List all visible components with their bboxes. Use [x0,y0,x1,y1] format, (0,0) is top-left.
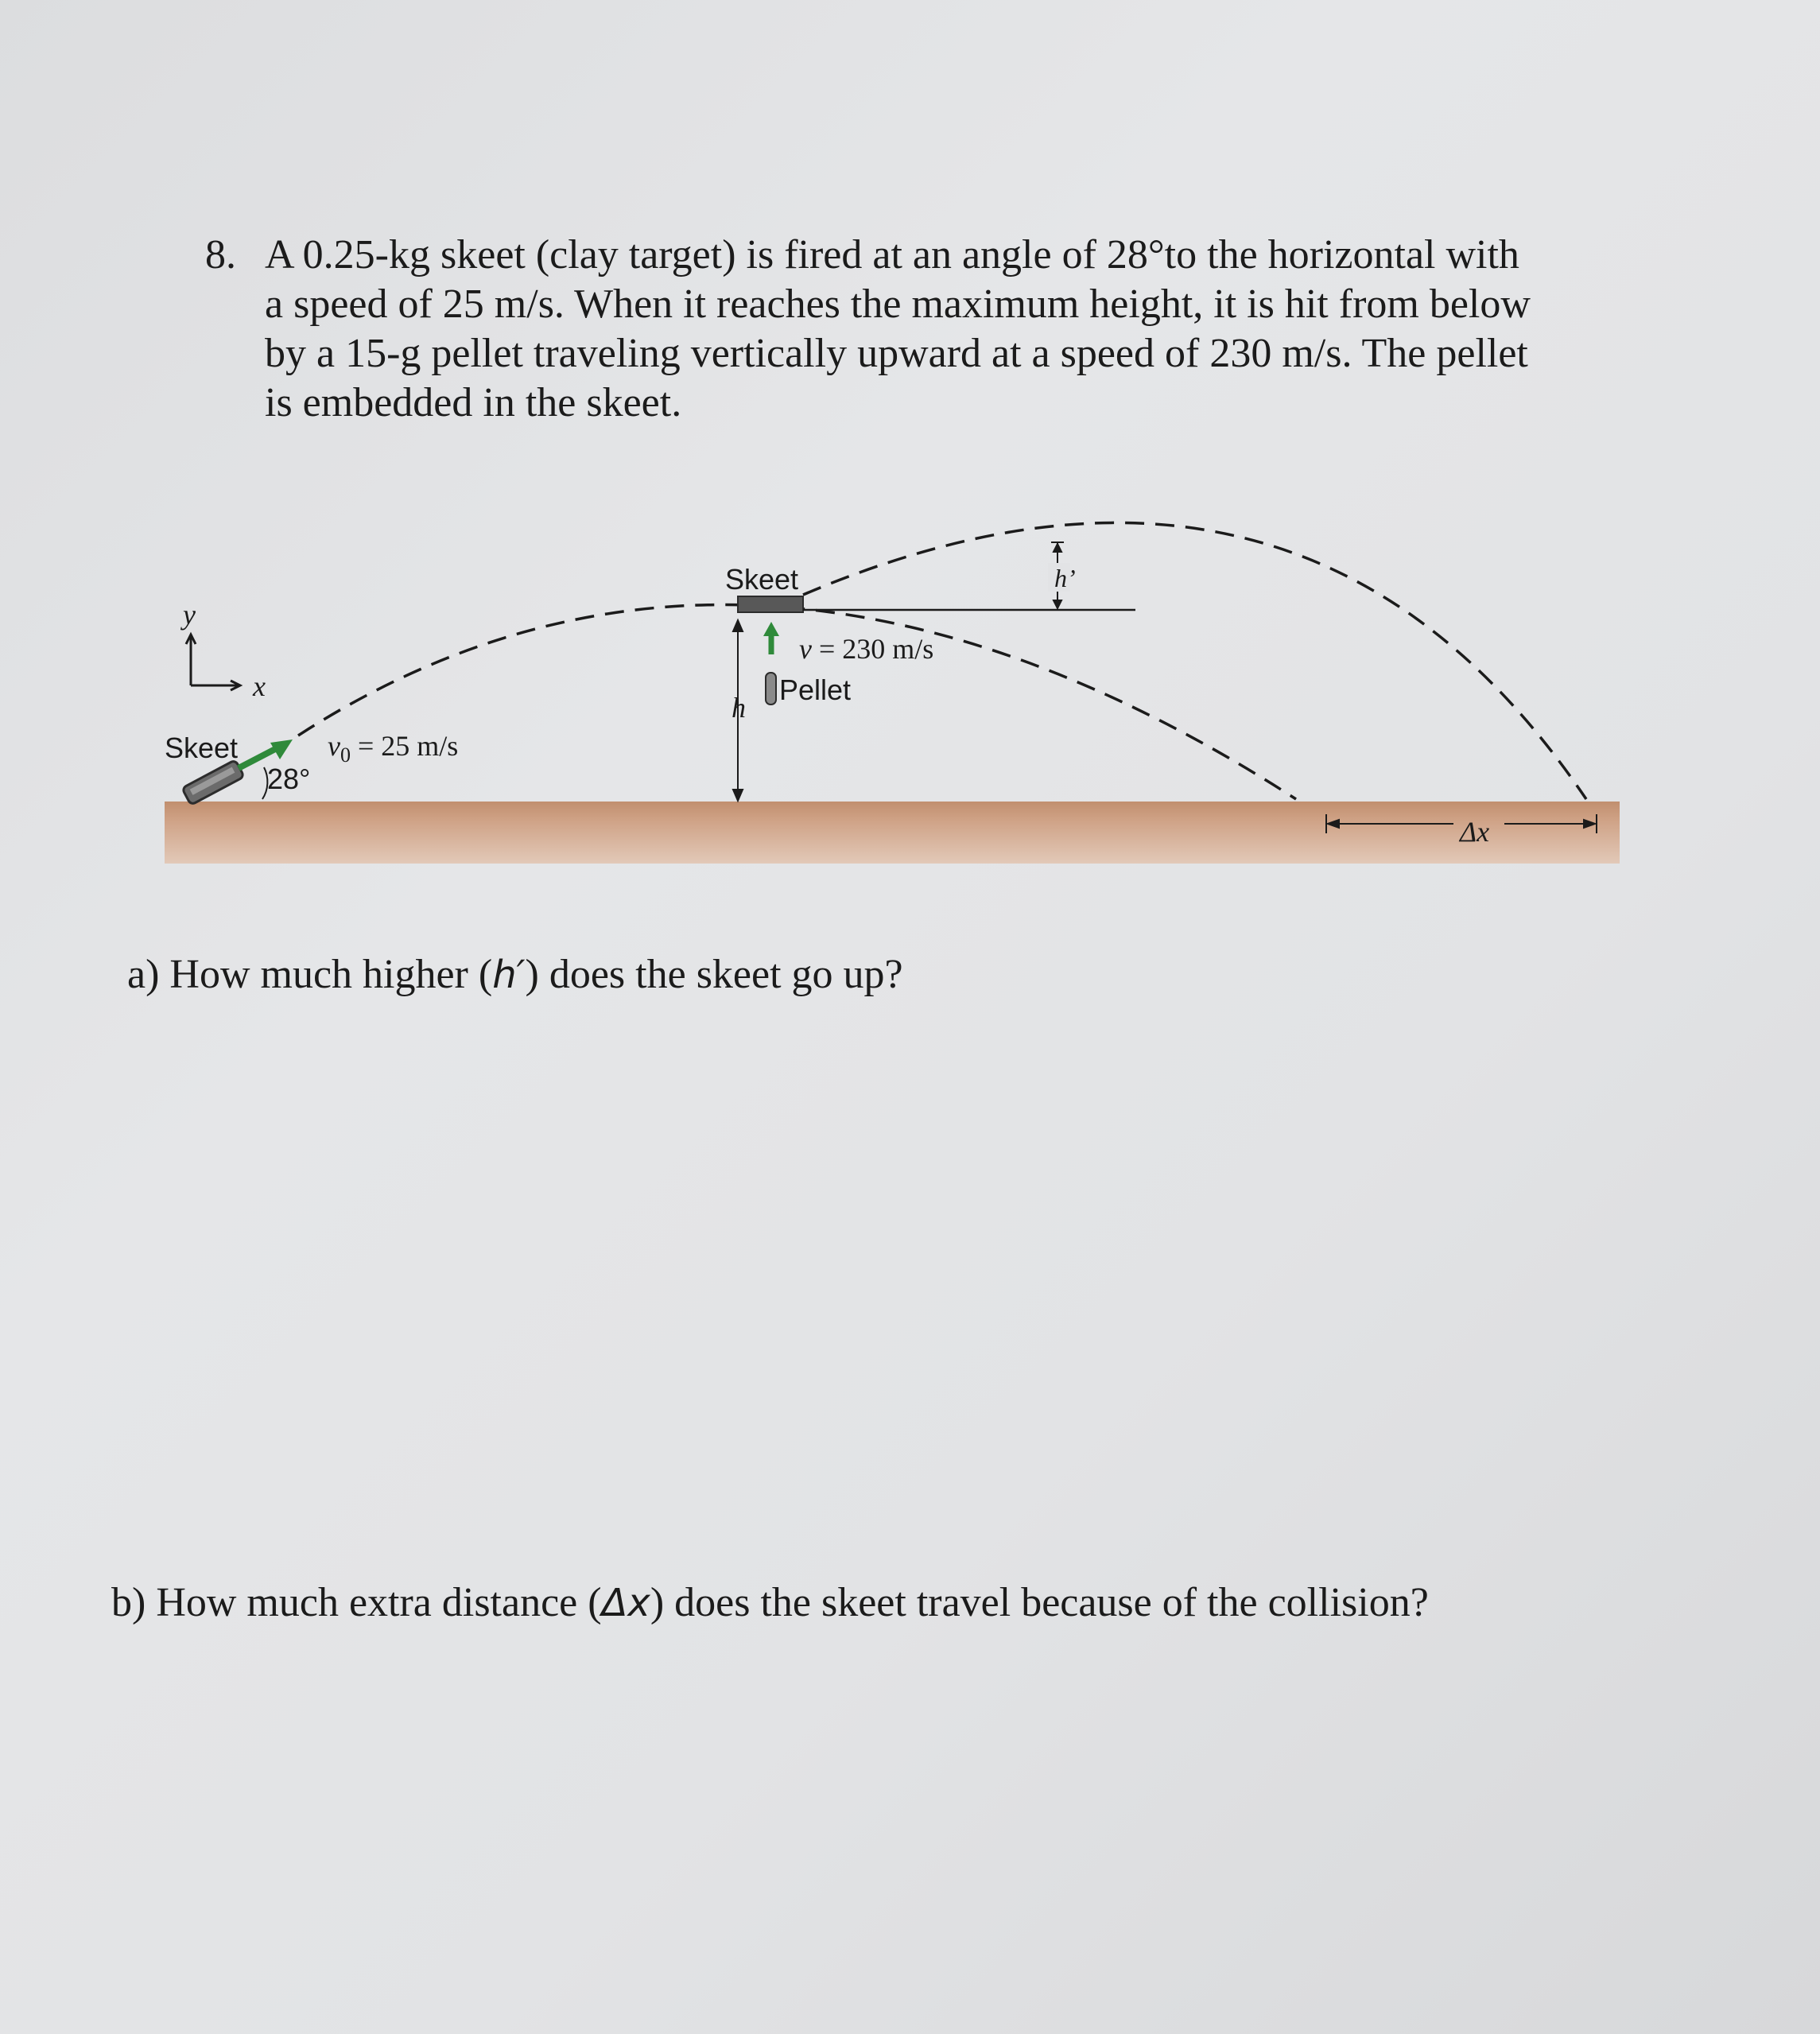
axis-y-label: y [183,599,196,631]
problem-line-3: by a 15-g pellet traveling vertically upward at a speed of 230 m/s. The pellet [265,331,1528,376]
question-b-symbol: Δx [601,1581,650,1625]
axes-icon [186,635,240,690]
question-b-prefix: b) How much extra distance ( [111,1580,602,1625]
question-b-suffix: ) does the skeet travel because of the collision? [650,1580,1429,1625]
pellet-speed-label [799,633,933,665]
v0-label [328,730,458,767]
trajectory-figure [0,0,1820,914]
axis-x-label: x [253,670,266,702]
problem-number: 8. [205,232,236,278]
problem-line-2: a speed of 25 m/s. When it reaches the maximum height, it is hit from below [265,281,1531,327]
problem-line-4: is embedded in the skeet. [265,380,682,425]
v0-value: = 25 m/s [350,730,459,762]
skeet-top-label: Skeet [725,563,799,596]
skeet-at-top [738,596,803,612]
question-a-symbol: h′ [492,953,526,997]
v0-subscript: 0 [340,743,351,767]
ground [165,802,1620,864]
pellet-speed-symbol: v [799,633,812,665]
v0-symbol: v [328,730,340,762]
launched-skeet [182,760,244,805]
skeet-launch-label: Skeet [165,732,239,764]
question-a-suffix: ) does the skeet go up? [525,952,903,997]
question-a-prefix: a) How much higher ( [127,952,493,997]
extra-height-label: h’ [1054,564,1076,592]
pellet [766,673,776,705]
problem-line-1: A 0.25-kg skeet (clay target) is fired at an angle of 28°to the horizontal with [265,232,1519,278]
extra-distance-label: Δx [1460,816,1490,848]
question-b [111,1578,1429,1628]
angle-label: 28° [267,763,311,795]
height-label: h [731,692,746,724]
question-a [127,950,903,1000]
pellet-label: Pellet [779,673,852,706]
pellet-arrow [763,622,779,654]
pellet-speed-value: = 230 m/s [811,633,934,665]
